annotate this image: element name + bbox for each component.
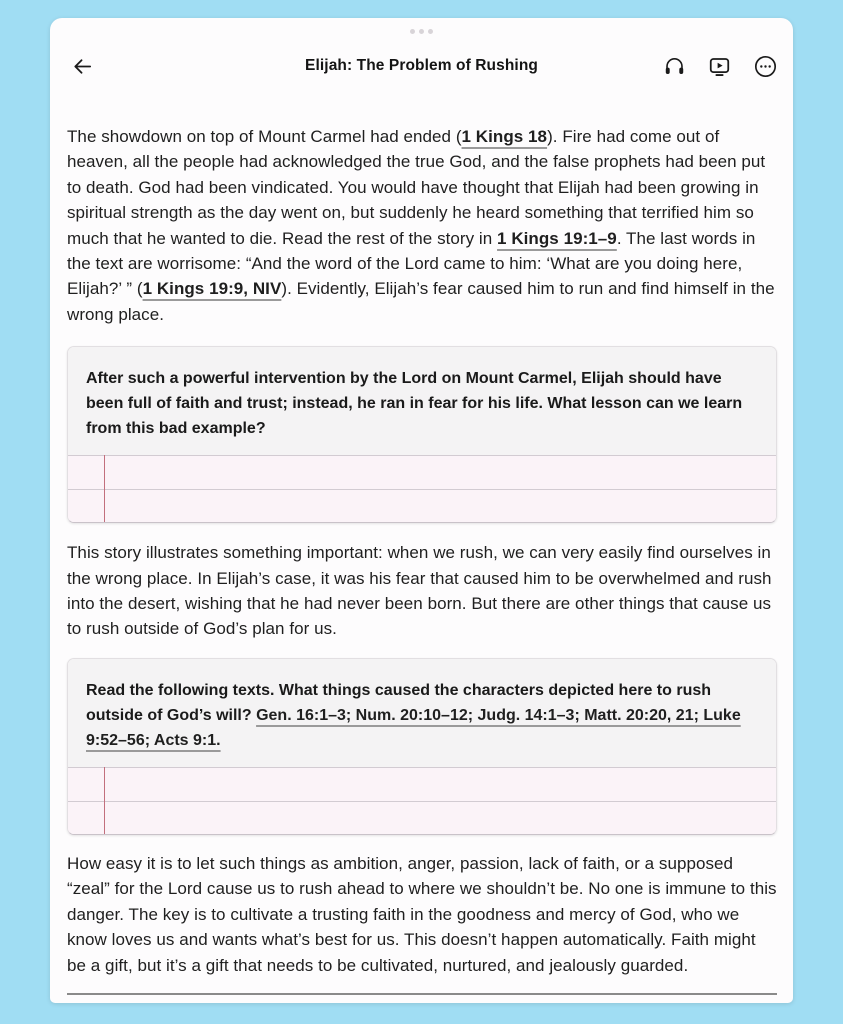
- lesson-content: [50, 124, 793, 1003]
- header-actions: [663, 54, 778, 79]
- header-bar: [50, 48, 793, 84]
- question-block: [67, 658, 777, 835]
- text-run: ). Evidently, Elijah’s fear caused him to run and find himself in the wrong place.: [67, 279, 775, 324]
- notebook-margin-line: [104, 455, 105, 522]
- scripture-link[interactable]: 1 Kings 19:9, NIV: [142, 279, 282, 299]
- text-run: The showdown on top of Mount Carmel had ended (: [67, 127, 462, 146]
- answer-row[interactable]: [68, 489, 776, 522]
- answer-lines[interactable]: [68, 455, 776, 522]
- handle-dot: [428, 29, 433, 34]
- back-button[interactable]: [66, 50, 98, 82]
- video-player-icon: [707, 54, 732, 79]
- paragraph: This story illustrates something important: when we rush, we can very easily find ourselves in the wrong place. In Elijah’s case, it was his fear that caused him to be overwhelmed and rush into the desert, wishing that he had never been born. But there are other things that cause us to rush outside of God’s plan for us.: [67, 543, 772, 639]
- handle-dot: [410, 29, 415, 34]
- answer-row[interactable]: [68, 767, 776, 801]
- scripture-link[interactable]: 1 Kings 18: [461, 127, 548, 146]
- drag-handle-icon[interactable]: [50, 18, 793, 34]
- question-block: [67, 346, 777, 523]
- page-title: Elijah: The Problem of Rushing: [305, 57, 538, 74]
- paragraph: [67, 124, 777, 327]
- scripture-link[interactable]: Gen. 16:1–3; Num. 20:10–12; Judg. 14:1–3; Matt. 20:20, 21; Luke 9:52–56; Acts 9:1.: [86, 706, 741, 749]
- text-run: Read the following texts. What things caused the characters depicted here to rush outside of God’s will?: [86, 681, 712, 724]
- answer-lines[interactable]: [68, 767, 776, 834]
- back-arrow-icon: [71, 55, 94, 78]
- more-options-icon: [753, 54, 778, 79]
- more-button[interactable]: [753, 54, 778, 79]
- section-divider: [67, 993, 777, 995]
- handle-dot: [419, 29, 424, 34]
- answer-row[interactable]: [68, 801, 776, 834]
- headphones-icon: [663, 55, 686, 78]
- answer-row[interactable]: [68, 455, 776, 489]
- scripture-link[interactable]: 1 Kings 19:1–9: [497, 228, 617, 248]
- video-button[interactable]: [707, 54, 732, 79]
- question-text: [68, 659, 776, 767]
- audio-button[interactable]: [663, 55, 686, 78]
- notebook-margin-line: [104, 767, 105, 834]
- question-text: After such a powerful intervention by the Lord on Mount Carmel, Elijah should have been full of faith and trust; instead, he ran in fear for his life. What lesson can we learn from this bad example?: [68, 347, 776, 455]
- text-run: ). Fire had come out of heaven, all the people had acknowledged the true God, and the false prophets had been put to death. God had been vindicated. You would have thought that Elijah had been growing in spiritual strength as the day went on, but suddenly he heard something that terrified him so much that he wanted to die. Read the rest of the story in: [67, 127, 766, 248]
- text-run: . The last words in the text are worrisome: “And the word of the Lord came to him: ‘What are you doing here, Elijah?’ ” (: [67, 228, 756, 299]
- lesson-sheet: [50, 18, 793, 1003]
- paragraph: How easy it is to let such things as ambition, anger, passion, lack of faith, or a supposed “zeal” for the Lord cause us to rush ahead to where we shouldn’t be. No one is immune to this danger. The key is to cultivate a trusting faith in the goodness and mercy of God, who we know loves us and wants what’s best for us. This doesn’t happen automatically. Faith might be a gift, but it’s a gift that needs to be cultivated, nurtured, and jealously guarded.: [67, 853, 777, 975]
